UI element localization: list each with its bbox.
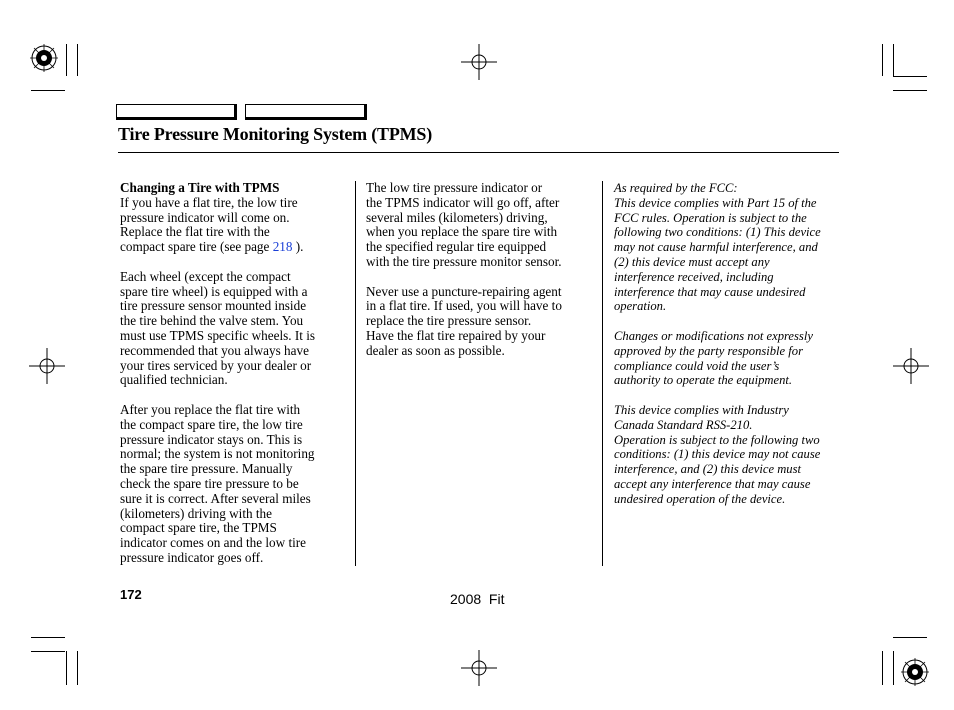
paragraph-modifications: Changes or modifications not expressly approved by the party responsible for compliance could void the user’s authority to operate the equipment. — [614, 328, 813, 388]
column-2 — [366, 181, 600, 359]
page-reference-link[interactable]: 218 — [272, 239, 293, 255]
paragraph-flat-tire — [120, 196, 348, 255]
paragraph-puncture-agent: Never use a puncture-repairing agent in a flat tire. If used, you will have to replace the tire pressure sensor. Have the flat tire repaired by your dealer as soon as possible. — [366, 283, 562, 358]
crosshair-top-center — [461, 44, 497, 80]
section-tab-2[interactable] — [245, 104, 367, 120]
column-divider-1 — [355, 181, 356, 566]
column-divider-2 — [602, 181, 603, 566]
paragraph-wheel-sensor: Each wheel (except the compact spare tire wheel) is equipped with a tire pressure sensor mounted inside the tire behind the valve stem. You must use TPMS specific wheels. It is recommended that you always have your tires serviced by your dealer or qualified technician. — [120, 268, 315, 388]
registration-target-top-left — [28, 42, 60, 74]
column-1 — [120, 181, 348, 566]
crosshair-bottom-center — [461, 650, 497, 686]
paragraph-indicator-off: The low tire pressure indicator or the TPMS indicator will go off, after several miles (kilometers) driving, when you replace the spare tire with the specified regular tire equipped with the tire pressure monitor sensor. — [366, 180, 562, 269]
paragraph-fcc: As required by the FCC: This device complies with Part 15 of the FCC rules. Operation is subject to the following two conditions: (1) This device may not cause harmful interference, and (2) this device must accept any interference received, including interference that may cause undesired operation. — [614, 181, 821, 314]
paragraph-text: ). — [292, 239, 304, 255]
page-number: 172 — [120, 587, 142, 602]
section-heading: Changing a Tire with TPMS — [120, 180, 280, 195]
title-rule — [118, 152, 839, 153]
paragraph-industry-canada: This device complies with Industry Canada Standard RSS-210. Operation is subject to the following two conditions: (1) this device may not cause interference, and (2) this device must accept any interference that may cause undesired operation of the device. — [614, 402, 821, 506]
paragraph-spare-tire: After you replace the flat tire with the compact spare tire, the low tire pressure indicator stays on. This is normal; the system is not monitoring the spare tire pressure. Manually check the spare tire pressure to be sure it is correct. After several miles (kilometers) driving with the compact spare tire, the TPMS indicator comes on and the low tire pressure indicator goes off. — [120, 401, 315, 565]
paragraph-text: If you have a flat tire, the low tire pressure indicator will come on. Replace the flat tire with the compact spare tire (see page — [120, 194, 298, 255]
crosshair-right-middle — [893, 348, 929, 384]
footer-model: 2008 Fit — [450, 591, 505, 607]
page-title: Tire Pressure Monitoring System (TPMS) — [118, 124, 433, 144]
section-tab-1[interactable] — [116, 104, 237, 120]
registration-target-bottom-right — [899, 656, 931, 688]
column-3 — [614, 181, 844, 507]
crosshair-left-middle — [29, 348, 65, 384]
